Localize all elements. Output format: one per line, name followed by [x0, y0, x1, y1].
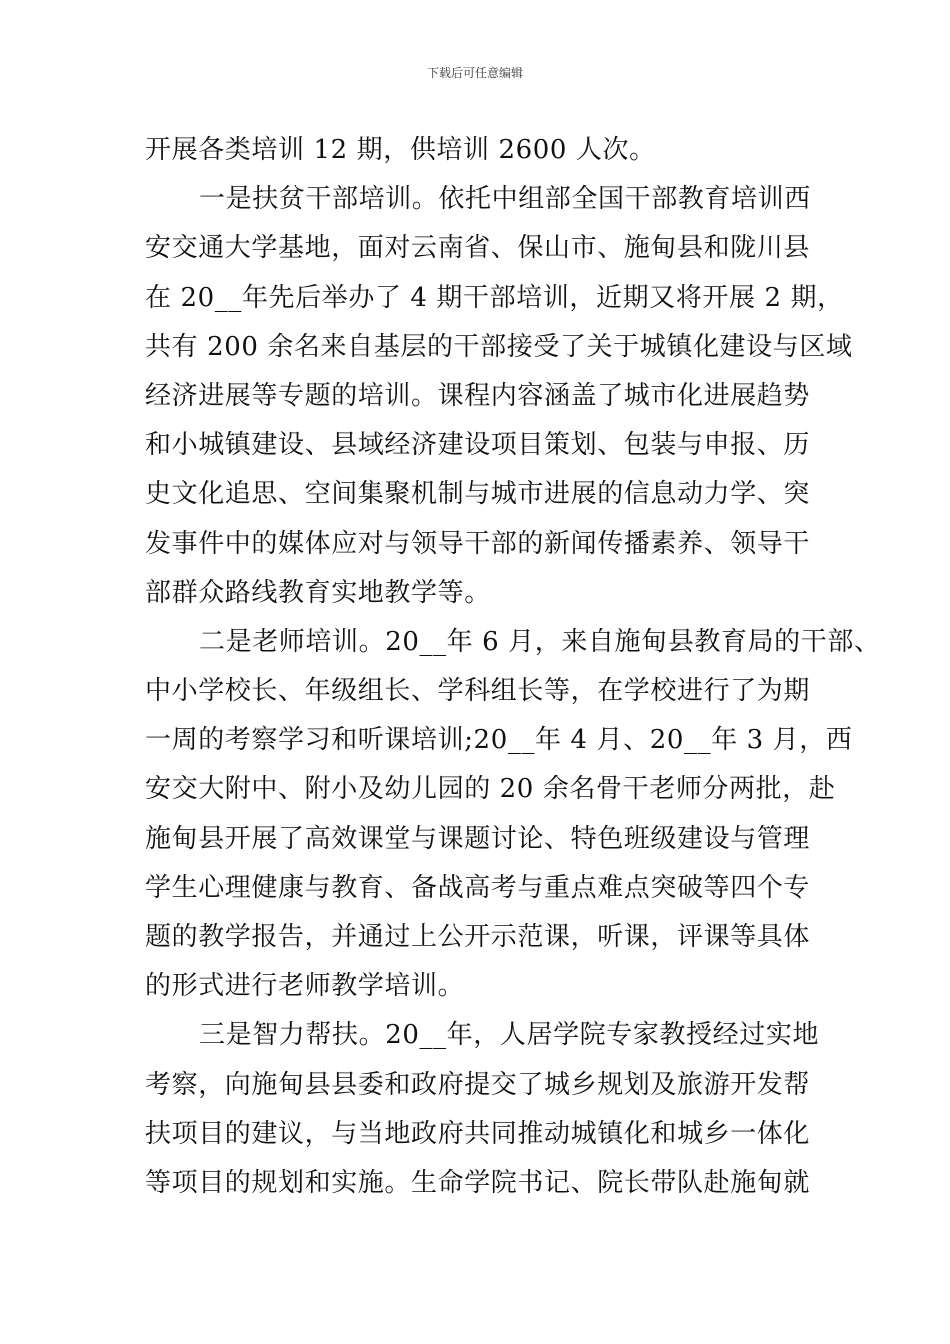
- text-line: 共有 200 余名来自基层的干部接受了关于城镇化建设与区域: [145, 331, 853, 362]
- text-line: 安交大附中、附小及幼儿园的 20 余名骨干老师分两批，赴: [145, 774, 836, 805]
- text-line: 部群众路线教育实地教学等。: [145, 577, 491, 608]
- text-line: 二是老师培训。20__年 6 月，来自施甸县教育局的干部、: [199, 626, 881, 657]
- text-line: 开展各类培训 12 期，供培训 2600 人次。: [145, 135, 656, 165]
- page-header-note: 下载后可任意编辑: [426, 66, 523, 80]
- text-line: 扶项目的建议，与当地政府共同推动城镇化和城乡一体化: [145, 1118, 811, 1149]
- text-line: 安交通大学基地，面对云南省、保山市、施甸县和陇川县: [145, 233, 811, 264]
- text-line: 史文化追思、空间集聚机制与城市进展的信息动力学、突: [145, 479, 811, 510]
- text-line: 发事件中的媒体应对与领导干部的新闻传播素养、领导干: [145, 528, 811, 559]
- text-line: 在 20__年先后举办了 4 期干部培训，近期又将开展 2 期，: [145, 282, 844, 313]
- text-line: 学生心理健康与教育、备战高考与重点难点突破等四个专: [145, 872, 811, 903]
- text-line: 和小城镇建设、县域经济建设项目策划、包装与申报、历: [145, 430, 811, 461]
- text-line: 的形式进行老师教学培训。: [145, 971, 465, 1002]
- text-line: 三是智力帮扶。20__年，人居学院专家教授经过实地: [199, 1020, 820, 1051]
- text-line: 中小学校长、年级组长、学科组长等，在学校进行了为期: [145, 676, 811, 707]
- text-line: 一是扶贫干部培训。依托中组部全国干部教育培训西: [199, 184, 811, 215]
- text-line: 施甸县开展了高效课堂与课题讨论、特色班级建设与管理: [145, 823, 811, 854]
- text-line: 题的教学报告，并通过上公开示范课，听课，评课等具体: [145, 922, 811, 952]
- document-body: [145, 126, 881, 1208]
- text-line: 经济进展等专题的培训。课程内容涵盖了城市化进展趋势: [145, 380, 811, 411]
- text-line: 考察，向施甸县县委和政府提交了城乡规划及旅游开发帮: [145, 1069, 811, 1100]
- text-line: 等项目的规划和实施。生命学院书记、院长带队赴施甸就: [145, 1167, 811, 1198]
- text-line: 一周的考察学习和听课培训;20__年 4 月、20__年 3 月，西: [145, 725, 853, 756]
